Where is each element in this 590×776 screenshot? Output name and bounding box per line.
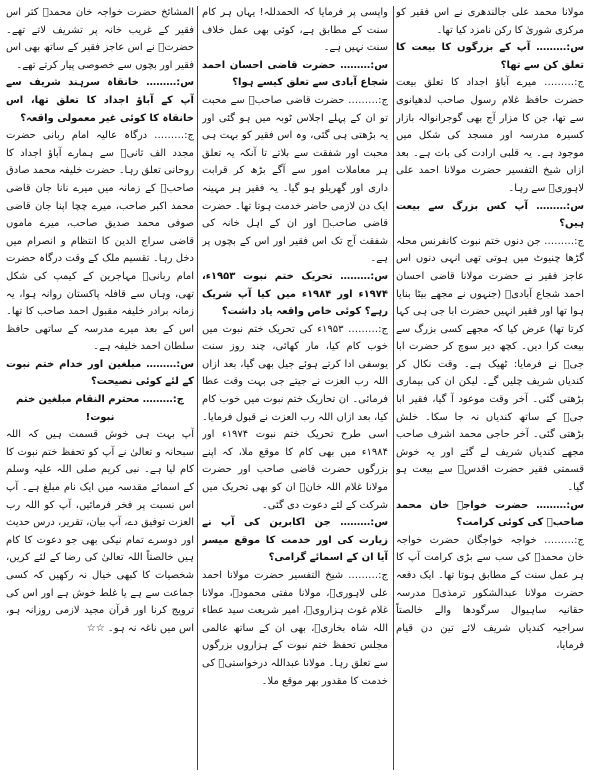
question: س:……… تحریک ختم نبوت ۱۹۵۳ء، ۱۹۷۴ء اور ۱۹۸۴ء میں کیا آپ شریک رہے؟ کوئی خاص واقعہ یاد داشت؟ [202, 270, 388, 318]
paragraph: واپسی پر فرمایا کہ الحمدللہ! یہاں ہر کام سنت کے مطابق ہے، کوئی بھی عمل خلاف سنت نہیں ہے۔ [202, 7, 388, 54]
answer: ج:……… شیخ التفسیر حضرت مولانا احمد علی لاہوریؒ، مولانا مفتی محمودؒ، مولانا غلام غوث ہزارویؒ، امیر شریعت سید عطاء اللہ شاہ بخاریؒ، بھی ان کے ساتھ عالمی مجلس تحفظ ختم نبوت کے ہزاروں بزرگوں سے تعلق رہا۔ مولانا عبداللہ درخواستیؒ کی خدمت کا مقدور بھر موقع ملا۔ [202, 570, 388, 687]
answer: ج:……… درگاہ عالیہ امام ربانی حضرت مجدد الف ثانیؒ سے ہمارے آباؤ اجداد کا روحانی تعلق رہا۔ حضرت خلیفہ محمد صادق صاحبؒ کے زمانہ میں میرے نانا جان قاضی محمد اکبر صاحب، میرے چچا اپنا جان قاضی صوفی محمد صدیق صاحب، میرے ماموں قاضی سراج الدین کا انتظام و انصرام میں دخل رہا۔ تقسیم ملک کے وقت درگاہ حضرت امام ربانیؒ مہاجرین کے کیمپ کی شکل تھی، وہاں سے قافلہ پاکستان روانہ ہوا، یہ زمانہ برادر خلیفہ مقبول احمد صاحب کا تھا۔ اس کے بعد میرے مدرسہ کے ساتھی حافظ سلطان احمد خلیفہ ہے۔ [6, 130, 194, 353]
question: س:……… مبلغین اور خدام ختم نبوت کے لئے کوئی نصیحت؟ [6, 358, 194, 388]
answer: ج:……… حضرت قاضی صاحبؒ سے محبت تو ان کے پہلے اجلاس ٹوبہ میں ہو گئی اور یہ بڑھتی ہی گئی، وہ اس فقیر کو بہت ہی محبت اور شفقت سے بلاتے تا آنکہ یہ تعلق ہر معاملات امور سے آگے بڑھ کر قرابت داری اور گھریلو ہو گیا۔ یہ فقیر ہر مہینہ ایک دن لازمی حاضر خدمت ہوتا تھا۔ حضرت قاضی صاحبؒ اور ان کے اہل خانہ کی شفقت آج تک اس فقیر اور اس کے بچوں پر ہے۔ [202, 94, 388, 265]
answer: ج:……… ۱۹۵۳ء کی تحریک ختم نبوت میں خوب کام کیا، مار کھائی، چند روز سنت یوسفی ادا کرتے ہوئے جیل بھی گیا، بعد ازاں اللہ رب العزت نے جیتے جی بہت وقت عطا فرمائی۔ ان تحاریک ختم نبوت میں خوب کام کیا، بعد ازاں اللہ رب العزت نے قبول فرمایا۔ اسی طرح تحریک ختم نبوت ۱۹۷۴ء اور ۱۹۸۴ء میں بھی کام کا موقع ملا، کہ اپنے بزرگوں حضرت قاضی صاحب اور حضرت مولانا غلام اللہ خانؒ ان کو بھی تحریک میں شرکت کے لئے دعوت دی گئی۔ [202, 323, 388, 511]
paragraph: آپ بہت ہی خوش قسمت ہیں کہ اللہ سبحانہ و تعالیٰ نے آپ کو تحفظ ختم نبوت کا کام لیا ہے۔ نبی کریم صلی اللہ علیہ وسلم کے اسمائے مقدسہ میں ایک نام مبلغ ہے۔ آپ اس نسبت پر فخر فرمائیں، آپ کو اللہ رب العزت توفیق دے، آپ بیان، تقریر، درس حدیث اور دوسرے تمام نیکی بھی جو دعوت کا کام ہیں خالصتاً اللہ تعالیٰ کی رضا کے لئے کریں، شخصیات کا کبھی خیال نہ رکھیں کہ کسی جماعت سے ہے یا غلط خوش ہے اور اس کی ترویج کرنا اور قرآن مجید لازمی روزانہ ہو، اس میں ناغہ نہ ہو۔ ☆☆ [6, 429, 194, 634]
question: س:……… خانقاہ سرہند شریف سے آپ کے آباؤ اجداد کا تعلق تھا، اس خانقاہ کا کوئی غیر معمولی واقعہ؟ [6, 77, 194, 124]
text-column-middle [202, 4, 388, 772]
question: س:……… حضرت خواجہ خان محمد صاحبؒ کی کوئی کرامت؟ [396, 499, 584, 529]
question: س:……… آپ کس بزرگ سے بیعت ہیں؟ [396, 200, 584, 230]
answer: ج:……… جن دنوں ختم نبوت کانفرنس محلہ گڑھا چنیوٹ میں ہوتی تھی انہی دنوں اس عاجز فقیر نے حضرت مولانا قاضی احسان احمد شجاع آبادیؒ (جنہوں نے مجھے بیٹا بنایا ہوا تھا اور فقیر انہیں حضرت ابا جی ہی کہا کرتا تھا) عرض کیا کہ مجھے کسی بزرگ سے بیعت کرا دیں۔ کچھ دیر سوچ کر حضرت ابا جیؒ نے فرمایا: ٹھیک ہے۔ وقت نکال کر کندیاں شریف چلیں گے۔ لیکن ان کی بیماری بڑھتی گئی۔ آخر وقت موعود آ گیا، فقیر ابا جیؒ کے ساتھ کندیاں نہ جا سکا۔ خلش بڑھتی گئی۔ آخر حاجی محمد اشرف صاحب مجھے کندیاں شریف لے گئے اور یہ خوش قسمتی فقیر حضرت اقدسؒ سے بیعت ہو گیا۔ [396, 235, 584, 494]
text-column-left [6, 4, 194, 772]
question: س:……… حضرت قاضی احسان احمد شجاع آبادی سے تعلق کیسے ہوا؟ [202, 59, 388, 89]
paragraph: المشائخ حضرت خواجہ خان محمدؒ کثر اس فقیر کے غریب خانہ پر تشریف لاتے تھے۔ حضرتؒ نے اس عاجز فقیر کے ساتھ بھی اس فقیر اور بچوں سے خصوصی پیار کرتے تھے۔ [6, 7, 194, 71]
paragraph: مولانا محمد علی جالندھری نے اس فقیر کو مرکزی شوریٰ کا رکن نامزد کیا تھا۔ [396, 7, 584, 36]
question: س:……… جن اکابرین کی آپ نے زیارت کی اور خدمت کا موقع میسر آیا ان کے اسمائے گرامی؟ [202, 517, 388, 564]
answer: ج:……… خواجہ خواجگان حضرت خواجہ خان محمدؒ کی سب سے بڑی کرامت آپ کا ہر عمل سنت کے مطابق ہوتا تھا۔ ایک دفعہ حضرت مولانا عبدالشکور ترمذیؒ مدرسہ حقانیہ ساہیوال سرگودھا والے خالصتاً سراجیہ کندیاں شریف لائے تین دن قیام فرمایا، [396, 534, 584, 652]
answer: ج:……… میرے آباؤ اجداد کا تعلق بیعت حضرت حافظ غلام رسول صاحب لدھیانوی سے تھا، جن کا مزار آج بھی گوجرانوالہ بازار کسیرہ مدرسہ اور مسجد کی شکل میں موجود ہے۔ یہ قلبی ارادت کی بات ہے۔ بعد ازاں شیخ التفسیر حضرت مولانا احمد علی لاہوریؒ سے رہا۔ [396, 77, 584, 194]
question: س:……… آپ کے بزرگوں کا بیعت کا تعلق کن سے تھا؟ [396, 42, 584, 71]
column-divider [197, 6, 198, 770]
section-heading: ج:……… محترم النقام مبلغین ختم نبوت! [16, 394, 184, 423]
column-divider [393, 6, 394, 770]
text-column-right [396, 4, 584, 772]
